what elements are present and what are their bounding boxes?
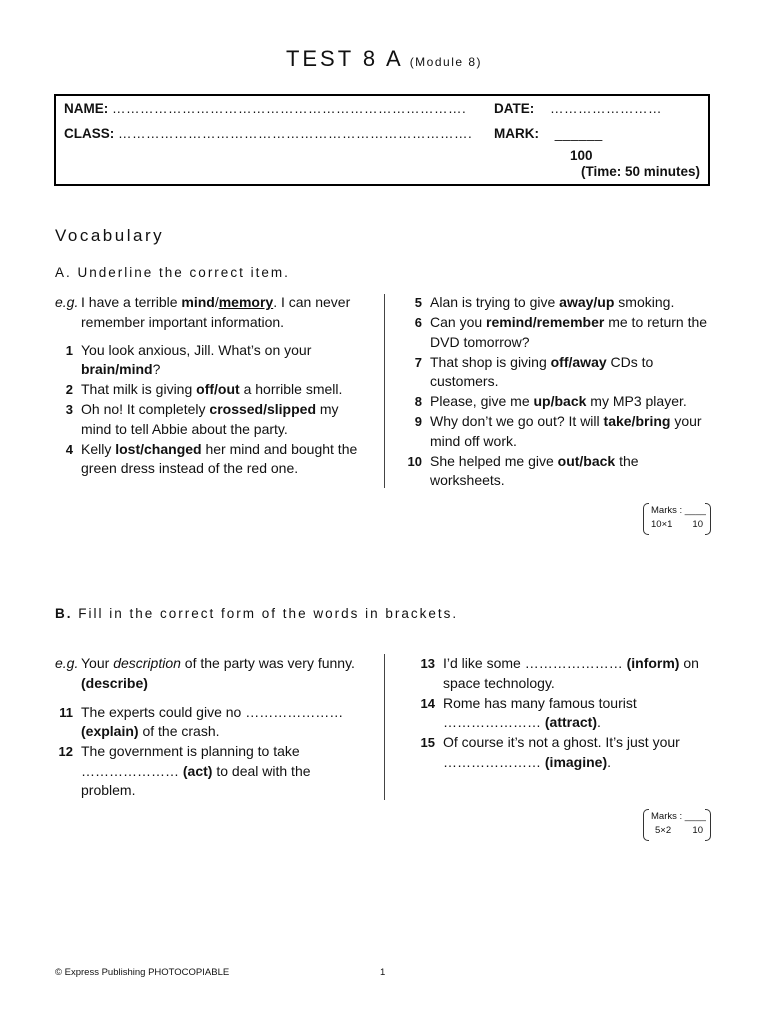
list-item	[404, 353, 714, 392]
example-label: e.g.	[55, 655, 79, 671]
name-label: NAME:	[64, 101, 109, 116]
item-text: ?	[152, 361, 161, 377]
item-text: Why don’t we go out? It will	[430, 413, 604, 429]
page-title	[0, 46, 768, 72]
list-item	[404, 293, 714, 313]
item-number: 7	[414, 354, 422, 370]
section-b-left-column	[55, 654, 365, 801]
mark-row	[494, 126, 603, 141]
list-item	[417, 654, 717, 693]
list-item	[417, 733, 717, 772]
example-item	[55, 293, 365, 332]
date-row	[494, 101, 662, 116]
item-text: on space technology.	[443, 655, 699, 691]
item-number: 1	[65, 342, 73, 358]
item-text: She helped me give	[430, 452, 558, 469]
section-b-instruction	[55, 606, 458, 621]
item-number: 13	[420, 656, 435, 671]
item-number: 11	[59, 704, 73, 720]
item-choice[interactable]: brain/mind	[81, 361, 153, 377]
base-word: (inform)	[626, 655, 680, 671]
item-text: That milk is giving	[81, 381, 197, 397]
list-item	[404, 392, 714, 412]
item-text: .	[607, 753, 612, 770]
class-row	[64, 126, 472, 141]
example-text: I have a terrible	[81, 294, 182, 310]
item-number: 14	[420, 695, 435, 711]
marks-total: 10	[692, 519, 703, 530]
item-text: of the crash.	[138, 723, 220, 739]
list-item	[55, 341, 365, 380]
list-item	[55, 703, 365, 742]
option-memory-underlined: memory	[218, 294, 274, 310]
section-b-right-column	[417, 654, 717, 773]
item-text[interactable]: Rome has many famous tourist …………………	[443, 694, 637, 730]
item-text[interactable]: The experts could give no …………………	[81, 703, 344, 720]
item-text: your mind off work.	[430, 413, 702, 449]
item-text: CDs to customers.	[430, 353, 654, 389]
marks-label: Marks : ____	[651, 505, 706, 516]
item-text: my mind to tell Abbie about the party.	[81, 401, 339, 437]
item-text: You look anxious, Jill. What’s on your	[81, 341, 312, 358]
item-text: That shop is giving	[430, 353, 551, 370]
item-text: Can you	[430, 314, 487, 330]
class-field[interactable]: ………………………………………………………………….	[118, 126, 473, 141]
list-item	[55, 742, 365, 801]
section-a-right-column	[404, 293, 714, 491]
class-label: CLASS:	[64, 126, 115, 141]
column-divider	[384, 654, 385, 800]
item-number: 4	[65, 441, 73, 457]
item-text: to deal with the problem.	[81, 762, 311, 798]
item-text: .	[597, 714, 601, 730]
section-b-letter: B.	[55, 606, 73, 621]
option-mind: mind	[181, 294, 215, 310]
list-item	[55, 380, 365, 400]
item-choice[interactable]: remind/remember	[486, 314, 605, 330]
section-a-left-column	[55, 293, 365, 479]
item-text[interactable]: I’d like some …………………	[443, 655, 627, 671]
slash: /	[214, 294, 219, 310]
section-b-text: Fill in the correct form of the words in brackets.	[78, 606, 459, 621]
example-text-line2: remember important information.	[81, 313, 285, 330]
item-text: Kelly	[81, 440, 116, 457]
page-number: 1	[380, 967, 386, 978]
list-item	[417, 694, 717, 733]
list-item	[55, 440, 365, 479]
example-text: of the party was very funny.	[180, 655, 355, 671]
item-choice[interactable]: lost/changed	[115, 440, 202, 457]
column-divider	[384, 294, 385, 488]
mark-label: MARK:	[494, 126, 539, 141]
item-number: 2	[65, 382, 73, 397]
item-number: 12	[58, 744, 73, 759]
example-label: e.g.	[55, 294, 79, 310]
item-choice[interactable]: off/out	[196, 381, 240, 397]
item-number: 3	[65, 402, 73, 417]
item-choice[interactable]: out/back	[557, 452, 616, 469]
item-text[interactable]: The government is planning to take …………………	[81, 743, 300, 779]
base-word: (attract)	[544, 714, 598, 730]
item-text: the worksheets.	[430, 452, 639, 488]
section-heading: Vocabulary	[55, 226, 165, 245]
name-row	[64, 101, 466, 116]
item-choice[interactable]: up/back	[533, 393, 587, 409]
module-label: (Module 8)	[409, 55, 483, 69]
item-number: 5	[414, 295, 422, 310]
marks-label: Marks : ____	[651, 811, 706, 822]
base-word: (act)	[182, 762, 213, 779]
marks-calc: 5×2	[655, 825, 672, 836]
item-text: a horrible smell.	[239, 381, 343, 397]
item-text: Oh no! It completely	[81, 401, 210, 417]
base-word: (explain)	[81, 723, 139, 739]
list-item	[404, 412, 714, 451]
item-text: me to return the DVD tomorrow?	[430, 314, 708, 350]
example-text: Your	[81, 655, 114, 671]
example-item	[55, 654, 365, 693]
section-a-instruction: A. Underline the correct item.	[55, 265, 290, 280]
marks-box-b	[643, 809, 711, 839]
item-choice[interactable]: crossed/slipped	[209, 401, 316, 417]
name-field[interactable]: ………………………………………………………………….	[112, 101, 467, 116]
item-text: Please, give me	[430, 393, 534, 409]
time-limit: (Time: 50 minutes)	[581, 164, 701, 179]
example-answer: description	[113, 655, 181, 671]
item-text: Alan is trying to give	[430, 294, 560, 310]
item-number: 15	[420, 735, 435, 750]
list-item	[55, 400, 365, 439]
example-base-word: (describe)	[81, 674, 148, 691]
item-text: her mind and bought the green dress instead of the red one.	[81, 440, 358, 476]
mark-total: 100	[570, 148, 593, 163]
marks-box-a	[643, 503, 711, 533]
test-title: TEST 8 A	[285, 46, 404, 71]
copyright-footer: © Express Publishing PHOTOCOPIABLE	[55, 967, 230, 978]
example-text: . I can never	[273, 294, 351, 310]
item-number: 9	[414, 414, 422, 429]
list-item	[404, 313, 714, 352]
item-number: 8	[414, 394, 422, 409]
base-word: (imagine)	[544, 753, 608, 770]
marks-calc: 10×1	[651, 519, 673, 530]
item-choice[interactable]: off/away	[550, 353, 607, 370]
list-item	[404, 452, 714, 491]
item-choice[interactable]: take/bring	[603, 413, 671, 429]
date-label: DATE:	[494, 101, 535, 116]
item-number: 10	[407, 453, 422, 469]
date-field[interactable]: ……………………	[550, 101, 663, 116]
mark-field[interactable]: ______	[554, 126, 603, 141]
marks-total: 10	[692, 825, 703, 836]
item-text[interactable]: Of course it’s not a ghost. It’s just your …………………	[443, 734, 680, 770]
item-text: my MP3 player.	[586, 393, 687, 409]
item-number: 6	[414, 315, 422, 330]
item-choice[interactable]: away/up	[559, 294, 615, 310]
item-text: smoking.	[614, 294, 675, 310]
